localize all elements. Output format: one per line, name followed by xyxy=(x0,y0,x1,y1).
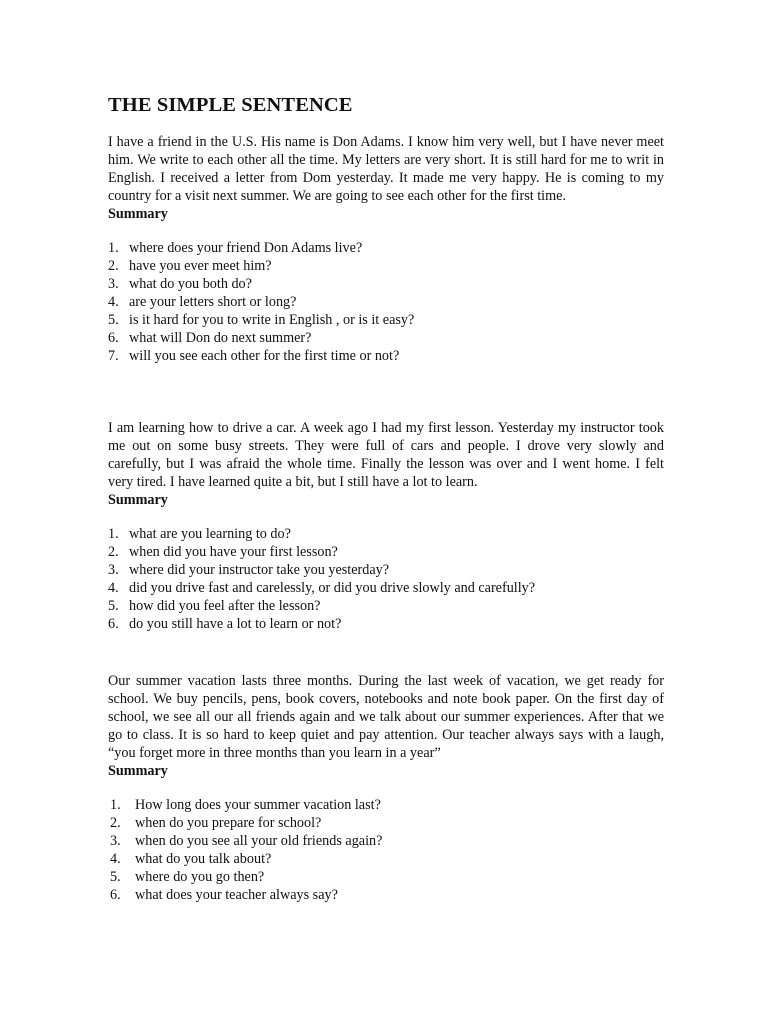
question-item xyxy=(108,868,664,886)
question-number: 5. xyxy=(110,869,121,885)
page-title: THE SIMPLE SENTENCE xyxy=(108,94,353,116)
question-number: 1. xyxy=(110,797,121,813)
question-number: 4. xyxy=(108,580,119,596)
passage-section-3 xyxy=(108,672,664,904)
question-item xyxy=(108,597,664,615)
question-text: where did your instructor take you yesterday? xyxy=(129,562,390,578)
question-number: 6. xyxy=(108,330,119,346)
question-text: what does your teacher always say? xyxy=(135,887,338,903)
question-text: do you still have a lot to learn or not? xyxy=(129,616,342,632)
question-item xyxy=(108,347,664,365)
question-text: will you see each other for the first time or not? xyxy=(129,348,400,364)
question-text: when do you see all your old friends again? xyxy=(135,833,383,849)
question-item xyxy=(108,796,664,814)
question-text: what are you learning to do? xyxy=(129,526,291,542)
passage-paragraph: I am learning how to drive a car. A week ago I had my first lesson. Yesterday my instructor took me out on some busy streets. They were full of cars and people. I drove very slowly and carefully, but I was afraid the whole time. Finally the lesson was over and I went home. I felt very tired. I have learned quite a bit, but I still have a lot to learn. xyxy=(108,420,664,490)
passage-section-2 xyxy=(108,419,664,633)
passage-section-1 xyxy=(108,133,664,365)
question-text: when do you prepare for school? xyxy=(135,815,322,831)
question-number: 5. xyxy=(108,598,119,614)
question-number: 3. xyxy=(108,562,119,578)
question-item xyxy=(108,311,664,329)
question-list xyxy=(108,796,664,904)
question-item xyxy=(108,561,664,579)
passage-paragraph: I have a friend in the U.S. His name is Don Adams. I know him very well, but I have never meet him. We write to each other all the time. My letters are very short. It is still hard for me to writ in English. I received a letter from Dom yesterday. It made me very happy. He is coming to my country for a visit next summer. We are going to see each other for the first time. xyxy=(108,134,664,204)
question-item xyxy=(108,886,664,904)
question-item xyxy=(108,543,664,561)
question-number: 1. xyxy=(108,526,119,542)
question-item xyxy=(108,293,664,311)
question-item xyxy=(108,579,664,597)
summary-heading: Summary xyxy=(108,492,168,508)
question-number: 7. xyxy=(108,348,119,364)
question-item xyxy=(108,525,664,543)
question-text: have you ever meet him? xyxy=(129,258,272,274)
question-item xyxy=(108,275,664,293)
question-number: 4. xyxy=(110,851,121,867)
question-item xyxy=(108,850,664,868)
question-item xyxy=(108,814,664,832)
spacer xyxy=(108,780,664,796)
question-text: are your letters short or long? xyxy=(129,294,297,310)
question-number: 6. xyxy=(110,887,121,903)
spacer xyxy=(108,509,664,525)
question-text: what do you both do? xyxy=(129,276,252,292)
document-page xyxy=(108,92,664,904)
question-number: 4. xyxy=(108,294,119,310)
question-text: did you drive fast and carelessly, or did you drive slowly and carefully? xyxy=(129,580,536,596)
question-text: where does your friend Don Adams live? xyxy=(129,240,363,256)
question-number: 2. xyxy=(108,258,119,274)
question-number: 3. xyxy=(108,276,119,292)
question-item xyxy=(108,257,664,275)
question-text: what do you talk about? xyxy=(135,851,272,867)
question-text: where do you go then? xyxy=(135,869,265,885)
question-number: 3. xyxy=(110,833,121,849)
question-text: How long does your summer vacation last? xyxy=(135,797,381,813)
question-text: how did you feel after the lesson? xyxy=(129,598,321,614)
question-text: is it hard for you to write in English , or is it easy? xyxy=(129,312,415,328)
question-number: 6. xyxy=(108,616,119,632)
spacer xyxy=(108,223,664,239)
question-text: when did you have your first lesson? xyxy=(129,544,338,560)
passage-paragraph: Our summer vacation lasts three months. During the last week of vacation, we get ready for school. We buy pencils, pens, book covers, notebooks and note book paper. On the first day of school, we see all our all friends again and we talk about our summer experiences. After that we go to class. It is so hard to keep quiet and pay attention. Our teacher always says with a laugh, “you forget more in three months than you learn in a year” xyxy=(108,673,664,761)
question-list xyxy=(108,525,664,633)
question-number: 2. xyxy=(108,544,119,560)
summary-heading: Summary xyxy=(108,763,168,779)
question-text: what will Don do next summer? xyxy=(129,330,312,346)
question-item xyxy=(108,329,664,347)
question-item xyxy=(108,832,664,850)
question-item xyxy=(108,615,664,633)
question-number: 2. xyxy=(110,815,121,831)
question-number: 5. xyxy=(108,312,119,328)
question-number: 1. xyxy=(108,240,119,256)
summary-heading: Summary xyxy=(108,206,168,222)
question-item xyxy=(108,239,664,257)
question-list xyxy=(108,239,664,365)
